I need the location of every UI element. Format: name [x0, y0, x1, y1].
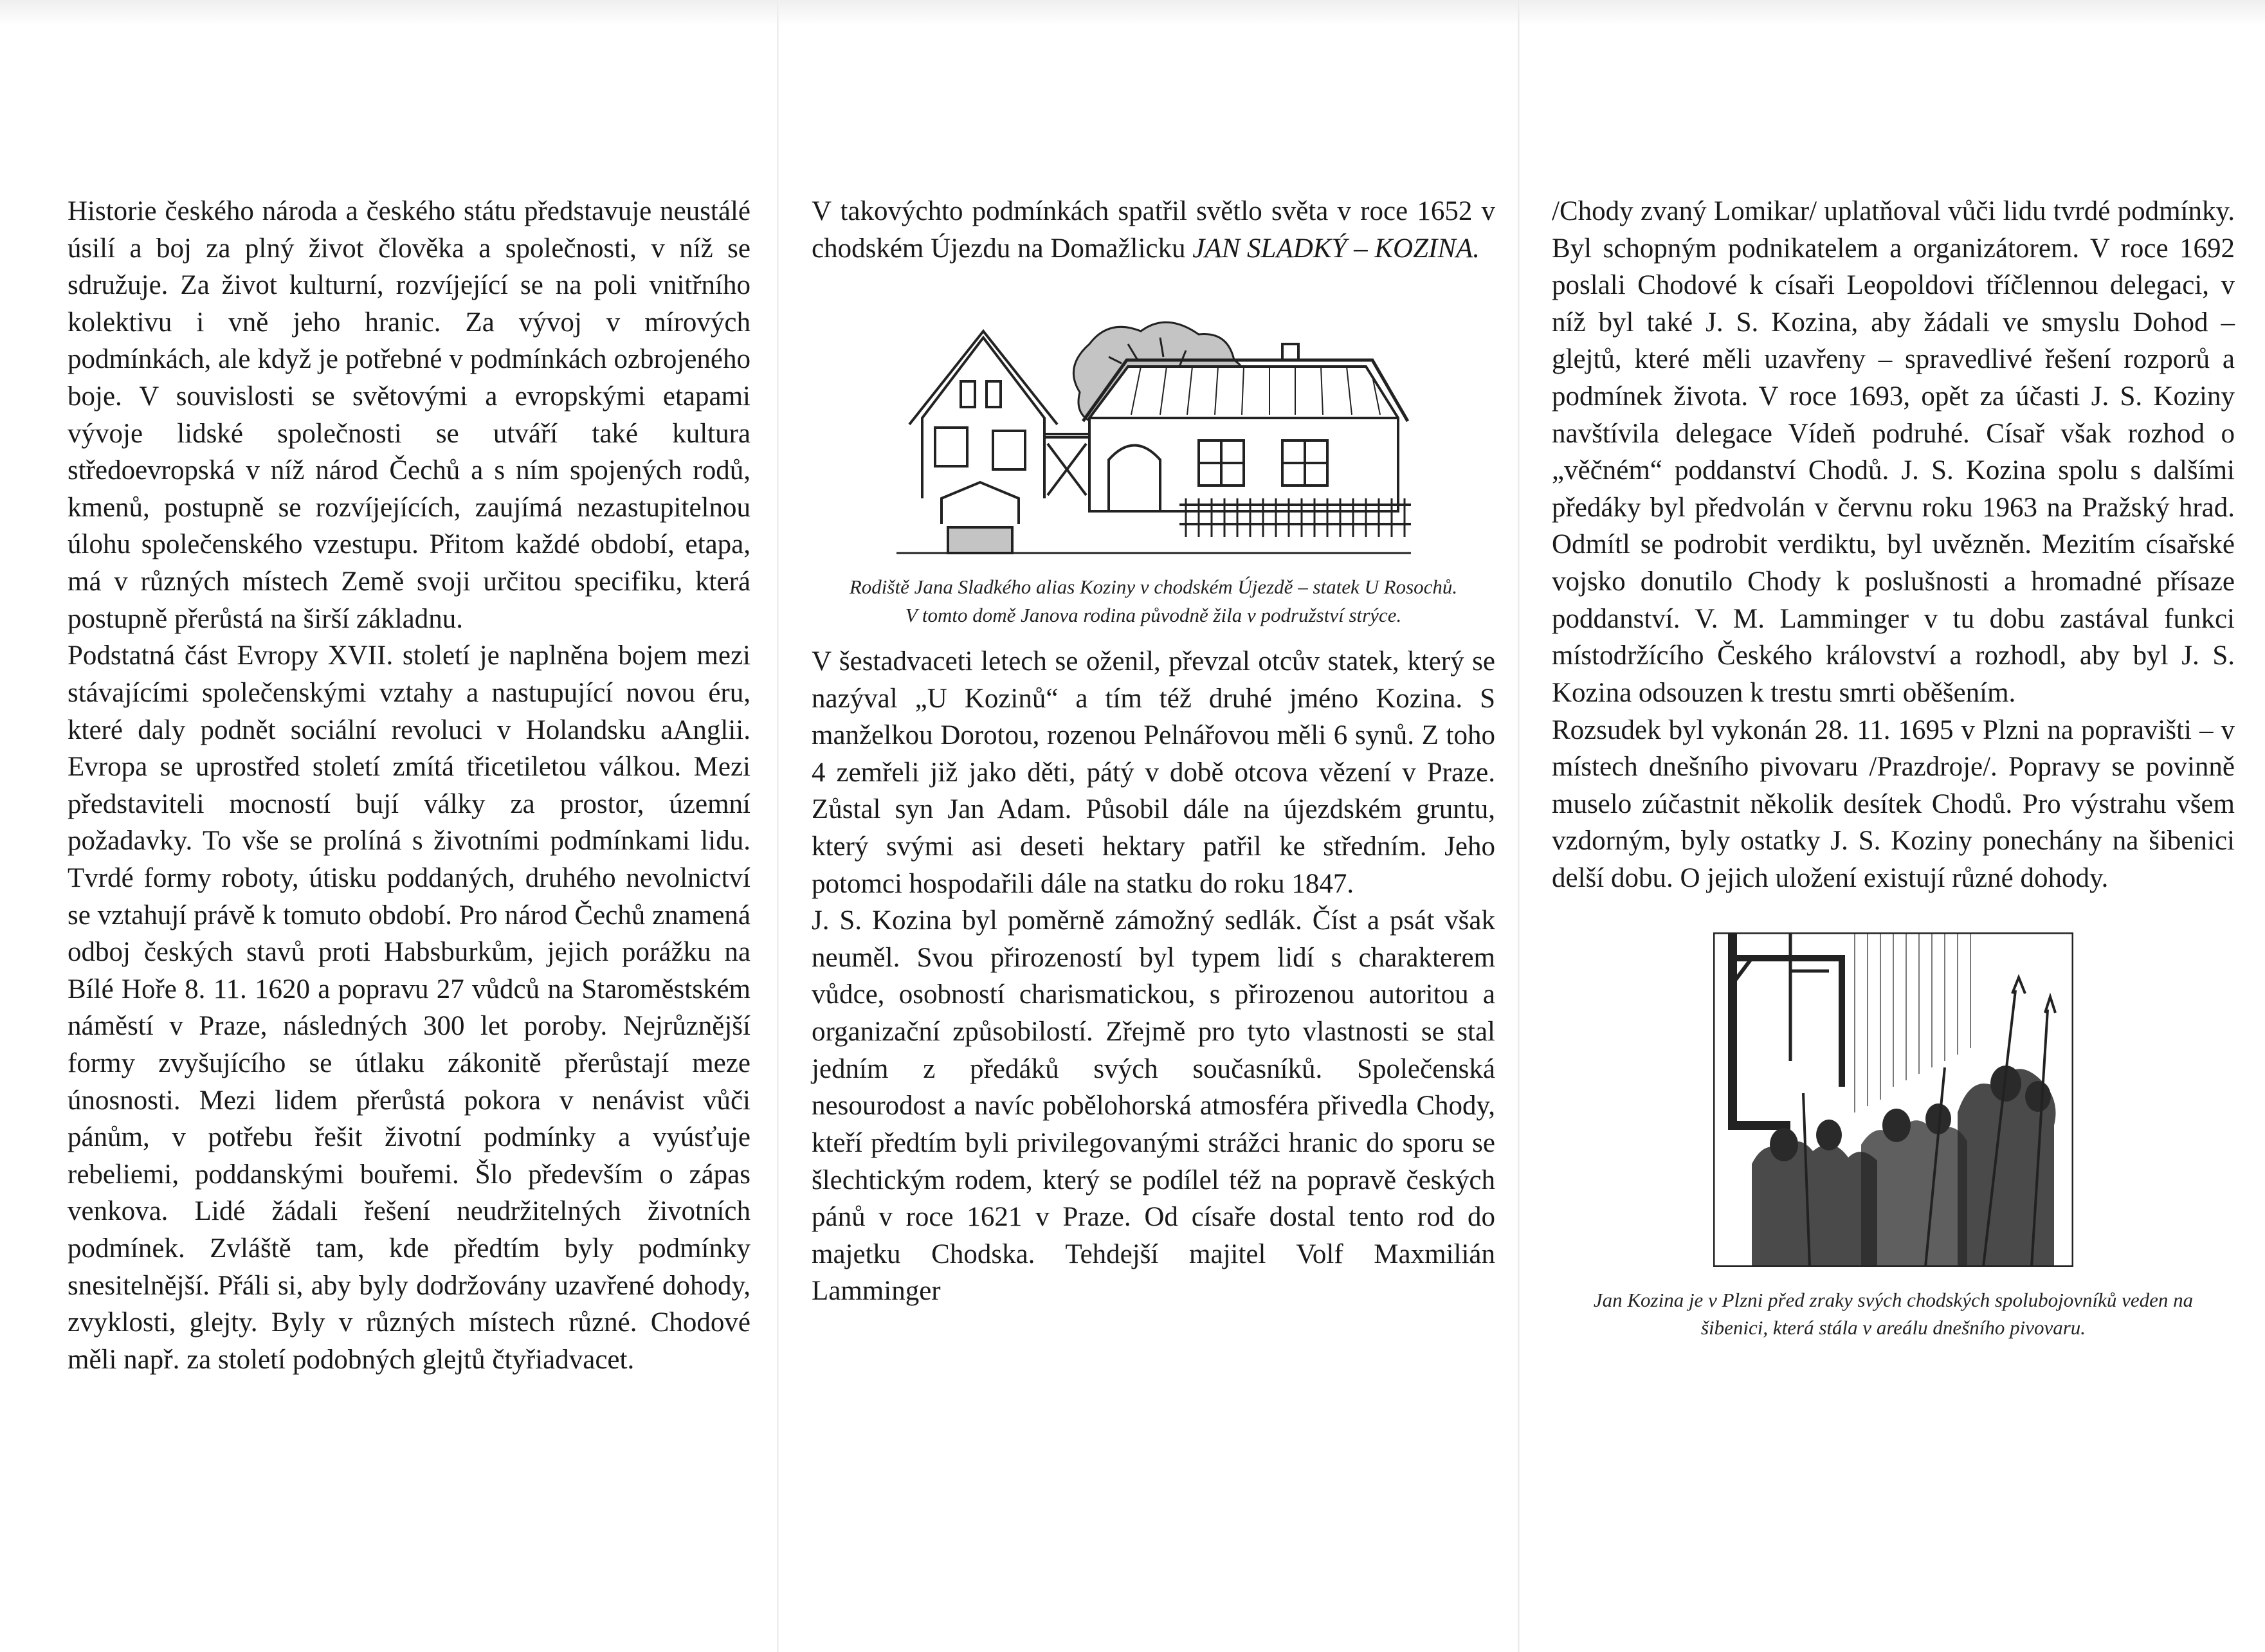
column-2 — [812, 193, 1495, 1310]
column-1 — [68, 193, 750, 1379]
figure-caption: Rodiště Jana Sladkého alias Koziny v chodském Újezdě – statek U Rosochů. V tomto domě Janova rodina původně žila v podružství strýce. — [849, 576, 1458, 626]
figure-birthplace — [812, 305, 1495, 629]
paragraph: V šestadvaceti letech se oženil, převzal otcův statek, který se nazýval „U Kozinů“ a tím též druhé jméno Kozina. S manželkou Dorotou, rozenou Pelnářovou měli 6 synů. Z toho 4 zemřeli již jako děti, pátý v době otcova vězení v Praze. Zůstal syn Jan Adam. Působil dále na újezdském gruntu, který svými asi deseti hektary patřil ke středním. Jeho potomci hospodařili dále na statku do roku 1847. — [812, 646, 1495, 899]
scan-top-edge — [0, 0, 2265, 26]
intro-paragraph — [812, 193, 1495, 267]
figure-execution — [1552, 932, 2235, 1342]
page-fold-right — [1518, 0, 1520, 1652]
page-fold-left — [777, 0, 779, 1652]
execution-engraving-icon — [1713, 932, 2073, 1267]
paragraph: Historie českého národa a českého státu představuje neustálé úsilí a boj za plný život člověka a společnosti, v níž se sdružuje. Za život kulturní, rozvíjející se na poli vnitřního kolektivu i vně jeho hranic. Za vývoj v mírových podmínkách, ale když je potřebné v podmínkách ozbrojeného boje. V souvislosti se světovými a evropskými etapami vývoje lidské společnosti se utváří také kultura středoevropská v níž národ Čechů a s ním spojených rodů, kmenů, postupně se rozvíjejících, zaujímá nezastupitelnou úlohu společenského vzestupu. Přitom každé období, etapa, má v různých místech Země svoji určitou specifiku, která postupně přerůstá na širší základnu. — [68, 196, 750, 634]
paragraph: Rozsudek byl vykonán 28. 11. 1695 v Plzni na popravišti – v místech dnešního pivovaru /Prazdroje/. Popravy se povinně muselo zúčastnit několik desítek Chodů. Pro výstrahu všem vzdorným, byly ostatky J. S. Koziny ponechány na šibenici delší dobu. O jejich uložení existují různé dohody. — [1552, 714, 2235, 893]
hero-name: JAN SLADKÝ – KOZINA. — [1192, 233, 1480, 264]
intro-text: V takovýchto podmínkách spatřil světlo světa v roce 1652 v chodském Újezdu na Domažlicku — [812, 196, 1495, 264]
farmhouse-drawing-icon — [896, 305, 1411, 556]
paragraph: /Chody zvaný Lomikar/ uplatňoval vůči lidu tvrdé podmínky. Byl schopným podnikatelem a organizátorem. V roce 1692 poslali Chodové k císaři Leopoldovi tříčlennou delegaci, v níž byl také J. S. Kozina, aby žádali ve smyslu Dohod – glejtů, které měli uzavřeny – spravedlivé řešení rozporů a podmínek života. V roce 1693, opět za účasti J. S. Koziny navštívila delegace Vídeň podruhé. Císař však rozhod o „věčném“ poddanství Chodů. J. S. Kozina spolu s dalšími předáky byl předvolán v červnu roku 1963 na Pražský hrad. Odmítl se podrobit verdiktu, byl uvězněn. Mezitím císařské vojsko donutilo Chody k poslušnosti a hromadné přísaze poddanství. V. M. Lamminger v tu dobu zastával funkci místodržícího Českého království a rozhodl, aby byl J. S. Kozina odsouzen k trestu smrti oběšením. — [1552, 196, 2235, 708]
paragraph: J. S. Kozina byl poměrně zámožný sedlák. Číst a psát však neuměl. Svou přirozeností byl typem lidí s charakterem vůdce, osobností charismatickou, s přirozenou autoritou a organizační způsobilostí. Zřejmě pro tyto vlastnosti se stal jedním z předáků svých současníků. Společenská nesourodost a navíc pobělohorská atmosféra přivedla Chody, kteří předtím byli privilegovanými strážci hranic do sporu se šlechtickým rodem, který se podílel též na popravě českých pánů v roce 1621 v Praze. Od císaře dostal tento rod do majetku Chodska. Tehdejší majitel Volf Maxmilián Lamminger — [812, 905, 1495, 1307]
column-3 — [1552, 193, 2235, 1354]
paragraph: Podstatná část Evropy XVII. století je naplněna bojem mezi stávajícími společenskými vztahy a nastupující novou éru, které daly podnět sociální revoluci v Holandsku aAnglii. Evropa se uprostřed století zmítá třicetiletou válkou. Mezi představiteli mocností bují války za prostor, územní požadavky. To vše se prolíná s životními podmínkami lidu. Tvrdé formy roboty, útisku poddaných, druhého nevolnictví se vztahují právě k tomuto období. Pro národ Čechů znamená odboj českých stavů proti Habsburkům, jejich porážku na Bílé Hoře 8. 11. 1620 a popravu 27 vůdců na Staroměstském náměstí v Praze, následných 300 let poroby. Nejrůznější formy zvyšujícího se útlaku zákonitě přerůstají meze únosnosti. Mezi lidem přerůstá pokora v nenávist vůči pánům, v potřebu řešit životní podmínky a vyúsťuje rebeliemi, poddanskými bouřemi. Šlo především o zápas venkova. Lidé žádali řešení neudržitelných životních podmínek. Zvláště tam, kde předtím byly podmínky snesitelnější. Přáli si, aby byly dodržovány uzavřené dohody, zvyklosti, glejty. Byly v různých místech různé. Chodové měli např. za století podobných glejtů čtyřiadvacet. — [68, 640, 750, 1375]
figure-caption: Jan Kozina je v Plzni před zraky svých chodských spolubojovníků veden na šibenici, která stála v areálu dnešního pivovaru. — [1593, 1288, 2194, 1339]
